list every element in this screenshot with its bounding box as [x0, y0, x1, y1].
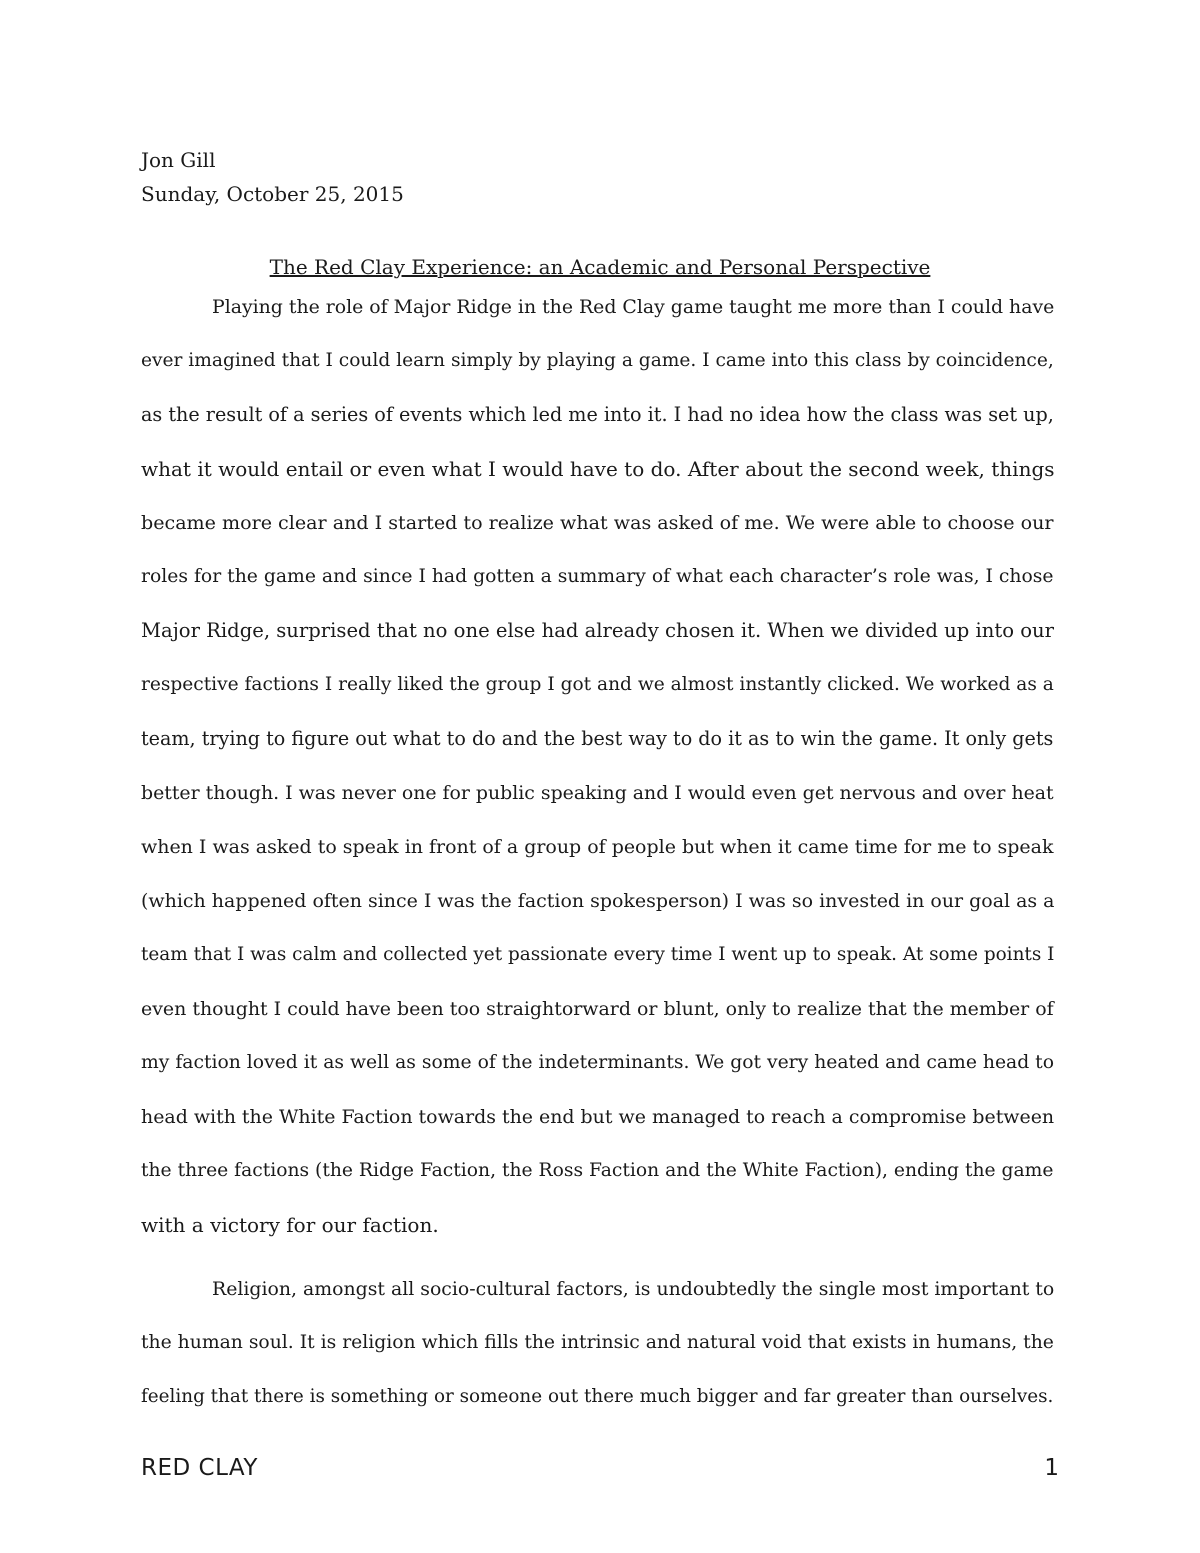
paragraph-1 [141, 280, 1059, 1252]
author-name: Jon Gill [141, 148, 216, 172]
paragraph-line: better though. I was never one for public speaking and I would even get nervous and over heat [141, 782, 1054, 804]
page-number: 1 [1044, 1455, 1059, 1481]
running-head: RED CLAY [141, 1455, 258, 1481]
paragraph-2 [141, 1262, 1059, 1424]
paragraph-line: what it would entail or even what I would have to do. After about the second week, things [141, 457, 1055, 481]
paragraph-line: team, trying to figure out what to do and the best way to do it as to win the game. It only gets [141, 727, 1054, 750]
document-date: Sunday, October 25, 2015 [141, 182, 404, 206]
paragraph-line: (which happened often since I was the faction spokesperson) I was so invested in our goal as a [141, 890, 1055, 912]
paragraph-line: head with the White Faction towards the end but we managed to reach a compromise between [141, 1106, 1055, 1128]
paragraph-line: Playing the role of Major Ridge in the Red Clay game taught me more than I could have [212, 296, 1055, 318]
document-title: The Red Clay Experience: an Academic and Personal Perspective [269, 255, 931, 279]
paragraph-line: with a victory for our faction. [141, 1213, 439, 1237]
paragraph-line: as the result of a series of events which led me into it. I had no idea how the class was set up, [141, 403, 1054, 426]
paragraph-line: team that I was calm and collected yet passionate every time I went up to speak. At some points I [141, 944, 1055, 965]
paragraph-line: Major Ridge, surprised that no one else had already chosen it. When we divided up into our [141, 619, 1054, 642]
header-block [141, 143, 404, 211]
paragraph-line: even thought I could have been too straightorward or blunt, only to realize that the member of [141, 998, 1054, 1020]
paragraph-line: the three factions (the Ridge Faction, the Ross Faction and the White Faction), ending the game [141, 1160, 1054, 1181]
paragraph-line: my faction loved it as well as some of the indeterminants. We got very heated and came head to [141, 1052, 1055, 1073]
paragraph-line: respective factions I really liked the group I got and we almost instantly clicked. We worked as a [141, 674, 1054, 695]
paragraph-line: ever imagined that I could learn simply by playing a game. I came into this class by coincidence, [141, 350, 1054, 371]
paragraph-line: the human soul. It is religion which fills the intrinsic and natural void that exists in humans, the [141, 1332, 1054, 1353]
paragraph-line: roles for the game and since I had gotten a summary of what each character’s role was, I chose [141, 566, 1054, 587]
paragraph-line: Religion, amongst all socio-cultural factors, is undoubtedly the single most important to [212, 1278, 1055, 1300]
paragraph-line: became more clear and I started to realize what was asked of me. We were able to choose our [141, 512, 1054, 534]
paragraph-line: feeling that there is something or someone out there much bigger and far greater than ourselves. [141, 1386, 1054, 1407]
paragraph-line: when I was asked to speak in front of a group of people but when it came time for me to speak [141, 836, 1054, 858]
